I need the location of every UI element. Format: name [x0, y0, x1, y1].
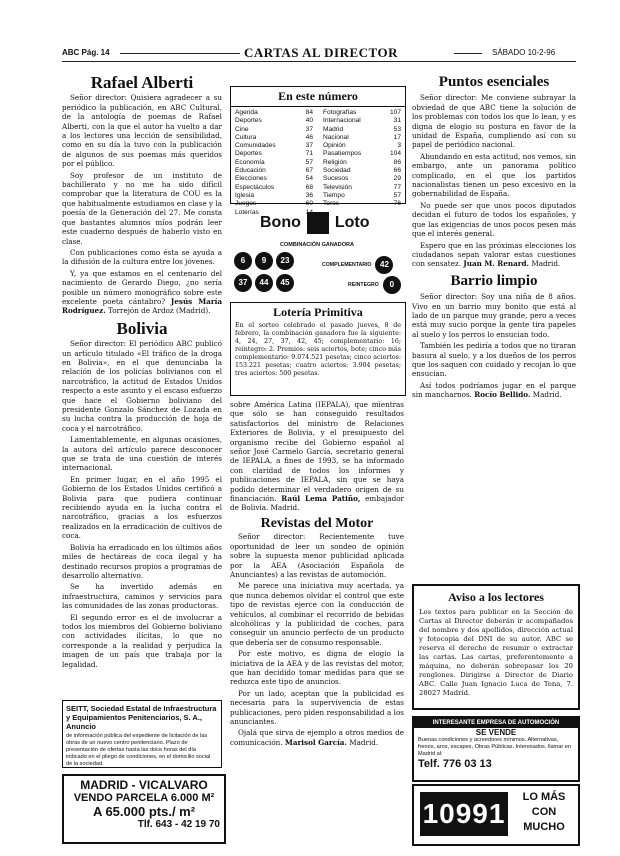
- index-entry-page: 57: [305, 158, 313, 166]
- index-entry-name: Elecciones: [235, 175, 267, 183]
- index-entry: [323, 109, 401, 117]
- index-entry-name: Economía: [235, 158, 265, 166]
- index-entry: [235, 175, 313, 183]
- index-entry-name: Loterías: [235, 208, 259, 216]
- index-entry-name: Juegos: [235, 200, 257, 208]
- index-entry-page: 53: [393, 125, 401, 133]
- index-entry: [235, 184, 313, 192]
- index-entry-page: 76: [393, 200, 401, 208]
- index-entry-name: Toros: [323, 200, 340, 208]
- index-entry-name: Religión: [323, 158, 347, 166]
- index-entry-name: Cine: [235, 125, 249, 133]
- bolivia-p4: Bolivia ha erradicado en los últimos años miles de hectáreas de coca ilegal y ha destinado recursos propios a programas de desarrollo alternativo.: [62, 542, 222, 580]
- index-entry: [235, 109, 313, 117]
- index-entry-page: 77: [393, 183, 401, 191]
- madrid-price: A 65.000 pts./ m²: [92, 804, 196, 819]
- number-ad-number: 10991: [420, 792, 508, 836]
- bolivia-p2: Lamentablemente, en algunas ocasiones, la autora del artículo parece desconocer que se trata de una cuestión de interés internacional.: [62, 435, 222, 473]
- number-ad: [412, 784, 580, 846]
- rafael-signature: Jesús María Rodríguez.: [62, 296, 222, 316]
- index-entry: [323, 175, 401, 183]
- index-entry-page: 84: [305, 109, 313, 116]
- barrio-p3: Así todos podríamos jugar en el parque sin mancharnos. Rocío Bellido. Madrid.: [412, 380, 576, 400]
- bonoloto-number: 45: [276, 274, 294, 292]
- page-header: [62, 46, 572, 60]
- index-entry-name: Tiempo: [323, 191, 345, 199]
- index-entry: [323, 192, 401, 200]
- index-right: [323, 109, 401, 209]
- index-entry-page: 86: [393, 158, 401, 166]
- index-entry: [323, 150, 401, 158]
- index-entry: [323, 142, 401, 150]
- page-date: SÁBADO 10-2-96: [492, 48, 556, 57]
- index-entry-page: 37: [305, 142, 313, 150]
- motor-title: Revistas del Motor: [260, 515, 374, 531]
- loteria-title: Lotería Primitiva: [273, 305, 363, 319]
- index-entry-name: Fotografías: [323, 109, 357, 116]
- index-entry-page: 54: [305, 175, 313, 183]
- index-entry-name: Cultura: [235, 133, 257, 141]
- index-entry-name: Comunidades: [235, 142, 276, 150]
- bonoloto-brand-2: Loto: [334, 214, 370, 231]
- index-entry-page: 31: [393, 117, 401, 125]
- empresa-header: INTERESANTE EMPRESA DE AUTOMOCIÓN: [414, 718, 578, 728]
- index-entry-page: 104: [389, 150, 401, 158]
- bonoloto-reint-label: REINTEGRO: [348, 282, 379, 288]
- motor-p1: Señor director: Recientemente tuve oportunidad de leer un sondeo de opinión sobre la supuesta menor publicidad aplicada por la AEA (Asociación Española de Anunciantes) a las revistas de automoción.: [230, 532, 404, 579]
- loteria-box: [230, 302, 406, 396]
- bolivia-p3: En primer lugar, en el año 1995 el Gobierno de los Estados Unidos certificó a Bolivia para que pudiera continuar recibiendo ayuda en la lucha contra el narcotráfico, gracias a los esfuerzos realizados en la erradicación de cultivos de coca.: [62, 474, 222, 541]
- column-left: [62, 74, 222, 684]
- bolivia-title: Bolivia: [116, 318, 168, 338]
- number-ad-slogan-1: LO MÁS: [522, 791, 566, 803]
- aviso-box: [412, 584, 580, 710]
- rafael-p2: Soy profesor de un instituto de bachillerato y no me ha sido difícil comprobar que la literatura de COU es la que habitualmente estudiamos en clase y la poesía de la Generación del 27. Me consta que bastantes alumnos míos podrán leer este cuaderno después de haberlo visto en clase.: [62, 170, 222, 246]
- index-entry-page: 107: [389, 109, 401, 116]
- bonoloto-number: 9: [255, 252, 273, 270]
- rafael-p3: Con publicaciones como ésta se ayuda a la difusión de la cultura entre los jóvenes.: [62, 247, 222, 267]
- index-entry: [235, 167, 313, 175]
- motor-p5: Ojalá que sirva de ejemplo a otros medios de comunicación. Marisol García. Madrid.: [230, 728, 404, 747]
- motor-signature: Marisol García.: [284, 737, 347, 747]
- index-entry-name: Nacional: [323, 133, 349, 141]
- index-entry-page: 29: [393, 175, 401, 183]
- index-entry-page: 57: [393, 191, 401, 199]
- index-entry-page: 17: [393, 133, 401, 141]
- index-entry: [323, 167, 401, 175]
- bolivia-p1: Señor director: El periódico ABC publicó un artículo titulado «El tráfico de la droga en Bolivia», en el que denunciaba la relación de los policías bolivianos con el narcotráfico, la actitud de Estados Unidos respecto a este asunto y el escaso esfuerzo que hace el Gobierno boliviano del presidente Gonzalo Sánchez de Lozada en su lucha contra la producción de hoja de coca y el narcotráfico.: [62, 339, 222, 433]
- index-entry-page: 37: [305, 125, 313, 133]
- bonoloto-number: 44: [255, 274, 273, 292]
- index-entry: [235, 134, 313, 142]
- puntos-title: Puntos esenciales: [438, 74, 550, 90]
- index-entry: [323, 159, 401, 167]
- index-entry-page: 66: [393, 167, 401, 175]
- section-title: CARTAS AL DIRECTOR: [244, 45, 398, 60]
- index-entry-page: 46: [305, 133, 313, 141]
- seitt-text: de información pública del expediente de licitación de las obras de un nuevo centro penitenciario. Plazo de presentación de ofertas hasta las doce horas del día indicado en el pliego de condiciones, en el domicilio social de la sociedad.: [66, 733, 211, 767]
- rafael-p4: Y, ya que estamos en el centenario del nacimiento de Gerardo Diego, ¿no sería posible un número monográfico sobre este excelente poeta cántabro? Jesús María Rodríguez. Torrejón de Ardoz (Madrid).: [62, 268, 222, 316]
- index-entry-page: 60: [305, 200, 313, 208]
- puntos-p4: Espero que en las próximas elecciones los ciudadanos sepan valorar estas cuestiones con sensatez. Juan M. Renard. Madrid.: [412, 240, 576, 269]
- index-entry: [235, 150, 313, 158]
- empresa-text: Buenas condiciones y acreedores mínimos. Alternativas, frenos, aros, escapes, Obras Públicas. Interesados, llamar en Madrid al:: [418, 737, 571, 757]
- index-entry-name: Espectáculos: [235, 183, 275, 191]
- bonoloto-brand-1: Bono: [260, 214, 301, 231]
- index-entry: [323, 184, 401, 192]
- column-middle: [230, 400, 404, 844]
- index-entry-page: 71: [305, 150, 313, 158]
- index-entry-page: 68: [305, 183, 313, 191]
- iepala-p1: sobre América Latina (IEPALA), que mientras que sólo se han conseguido resultados satisfactorios del ministro de Relaciones Exteriores de Bolivia, y el presupuesto del organismo recibe del Gobierno español al señor José Carmelo García, secretario general de IEPALA, a fines de 1993, se ha informado con claridad de todos los informes y publicaciones de IEPALA, sin que se haya podido determinar el verdadero origen de su financiación. Raúl Lema Patiño, embajador de Bolivia. Madrid.: [230, 400, 404, 513]
- index-entry-name: Opinión: [323, 142, 346, 150]
- index-title: En este número: [231, 87, 405, 107]
- index-box: [230, 86, 406, 216]
- index-entry: [235, 159, 313, 167]
- puntos-p1: Señor director: Me conviene subrayar la obviedad de que ABC tiene la solución de los problemas con todos los que lo lean, y es digna de elogio su postura en favor de la unidad de España, cumpliendo así con su papel de periódico nacional.: [412, 93, 576, 150]
- index-entry-name: Madrid: [323, 125, 344, 133]
- empresa-phone: Telf. 776 03 13: [418, 758, 492, 770]
- seitt-ad: [62, 700, 222, 768]
- index-entry-name: Deportes: [235, 150, 262, 158]
- index-entry-page: 3: [397, 142, 401, 150]
- index-entry: [235, 126, 313, 134]
- empresa-ad: [412, 716, 580, 782]
- index-entry-name: Sociedad: [323, 167, 351, 175]
- column-right: [412, 74, 576, 580]
- puntos-signature: Juan M. Renard.: [463, 259, 530, 269]
- index-entry-page: 67: [305, 167, 313, 175]
- bonoloto-comp-label: COMPLEMENTARIO: [322, 262, 372, 268]
- bonoloto-number: 6: [234, 252, 252, 270]
- rafael-title: Rafael Alberti: [90, 73, 194, 92]
- index-entry: [323, 126, 401, 134]
- index-entry-name: Televisión: [323, 183, 352, 191]
- motor-p2: Me parece una iniciativa muy acertada, ya que nunca debemos olvidar el control que este tipo de revistas ejerce con la conducción de vehículos, al combinar el recorrido de bebidas alcohólicas y la publicidad de coches, para conseguir un anuncio perfecto de un producto que debería ser de consumo responsable.: [230, 581, 404, 647]
- bolivia-p6: El segundo error es el de involucrar a todos los miembros del Gobierno boliviano con actividades ilícitas, lo que no corresponde a la realidad y perjudica la imagen de un país que trabaja por la legalidad.: [62, 612, 222, 669]
- loteria-text: En el sorteo celebrado el pasado jueves, 8 de febrero, la combinación ganadora fue la siguiente: 4, 24, 27, 37, 42, 45; complementario: 16; reintegro: 2. Premios: seis aciertos, bote; cinco más complementario: 9.074.521 pesetas; cinco aciertos: 153.221 pesetas; cuatro aciertos: 3.904 pesetas; tres aciertos: 500 pesetas.: [235, 322, 401, 377]
- barrio-p1: Señor director: Soy una niña de 8 años. Vivo en un barrio muy bonito que está al lado de un parque muy grande, pero a veces está muy sucio porque la gente tira papeles al suelo y los perros lo ensucian todo.: [412, 292, 576, 339]
- index-entry: [323, 134, 401, 142]
- index-left: [235, 109, 313, 217]
- number-ad-slogan-3: MUCHO: [523, 821, 565, 833]
- bonoloto-box: [230, 208, 404, 296]
- index-entry-name: Pasatiempos: [323, 150, 362, 158]
- bonoloto-number: 37: [234, 274, 252, 292]
- index-entry-page: 36: [305, 191, 313, 199]
- page-number: ABC Pág. 14: [62, 48, 110, 57]
- index-entry-name: Iglesia: [235, 191, 255, 199]
- barrio-signature: Rocío Bellido.: [474, 390, 531, 400]
- index-entry: [323, 117, 401, 125]
- index-entry-name: Deportes: [235, 117, 262, 125]
- empresa-sale: SE VENDE: [475, 728, 517, 737]
- madrid-line1: MADRID - VICALVARO: [80, 778, 208, 792]
- barrio-title: Barrio limpio: [450, 272, 538, 289]
- aviso-title: Aviso a los lectores: [448, 590, 544, 604]
- bolivia-p5: Se ha invertido además en infraestructura, caminos y servicios para las comunidades de las zonas productoras.: [62, 582, 222, 611]
- aviso-text: Los textos para publicar en la Sección de Cartas al Director deberán ir acompañados del nombre y dos apellidos, dirección actual y fotocopia del DNI de su autor. ABC se reserva el derecho de resumir o extractar las cartas. Las cartas, preferentemente a máquina, no deberán sobrepasar los 20 renglones. Dirigirse a Director de Diario ABC. Calle Juan Ignacio Luca de Tena, 7. 28027 Madrid.: [419, 608, 573, 697]
- index-entry-name: Internacional: [323, 117, 361, 125]
- bonoloto-logo: [307, 212, 329, 234]
- bonoloto-number: 23: [276, 252, 294, 270]
- motor-p3: Por este motivo, es digna de elogio la iniciativa de la AEA y de las revistas del motor, que han decidido tomar medidas para que se reduzca este tipo de anuncios.: [230, 649, 404, 687]
- barrio-p2: También les pediría a todos que no tiraran basura al suelo, y a los dueños de los perros que los saquen con cuidado y recojan lo que ensucian.: [412, 341, 576, 379]
- number-ad-slogan-2: CON: [531, 806, 557, 818]
- bonoloto-comp-value: 42: [375, 256, 393, 274]
- motor-p4: Por un lado, aceptan que la publicidad es necesaria para la supervivencia de estas publicaciones, pero piden responsabilidad a los anunciantes.: [230, 688, 404, 726]
- index-entry: [235, 192, 313, 200]
- index-entry: [235, 142, 313, 150]
- madrid-ad: [62, 774, 226, 844]
- puntos-p3: No puede ser que unos pocos diputados decidan el futuro de todos los españoles, y que las exigencias de unos pocos pesen más que el interés general.: [412, 200, 576, 239]
- index-entry: [235, 117, 313, 125]
- bonoloto-caption: COMBINACIÓN GANADORA: [280, 242, 354, 248]
- index-entry-name: Sucesos: [323, 175, 349, 183]
- bonoloto-reint-value: 0: [383, 276, 401, 294]
- index-entry-page: 40: [305, 117, 313, 125]
- index-entry-name: Educación: [235, 167, 266, 175]
- madrid-phone: Tlf. 643 - 42 19 70: [137, 819, 220, 830]
- seitt-title: SEITT, Sociedad Estatal de Infraestructura y Equipamientos Penitenciarios, S. A., Anuncio: [66, 704, 217, 731]
- iepala-signature: Raúl Lema Patiño,: [281, 494, 361, 504]
- index-entry-name: Agenda: [235, 109, 258, 116]
- puntos-p2: Abundando en esta actitud, nos vemos, sin embargo, ante un panorama político complicado, en el que los partidos nacionalistas tienen un peso excesivo en la gobernabilidad de España.: [412, 151, 576, 199]
- rafael-p1: Señor director: Quisiera agradecer a su periódico la publicación, en ABC Cultural, de la antología de poemas de Rafael Alberti, con la que el autor ha vuelto a dar a los lectores una lección de sensibilidad, como en su día la tuvo con la publicación de algunos de sus poemas más queridos por el público.: [62, 93, 222, 169]
- madrid-line2: VENDO PARCELA 6.000 M²: [73, 792, 215, 804]
